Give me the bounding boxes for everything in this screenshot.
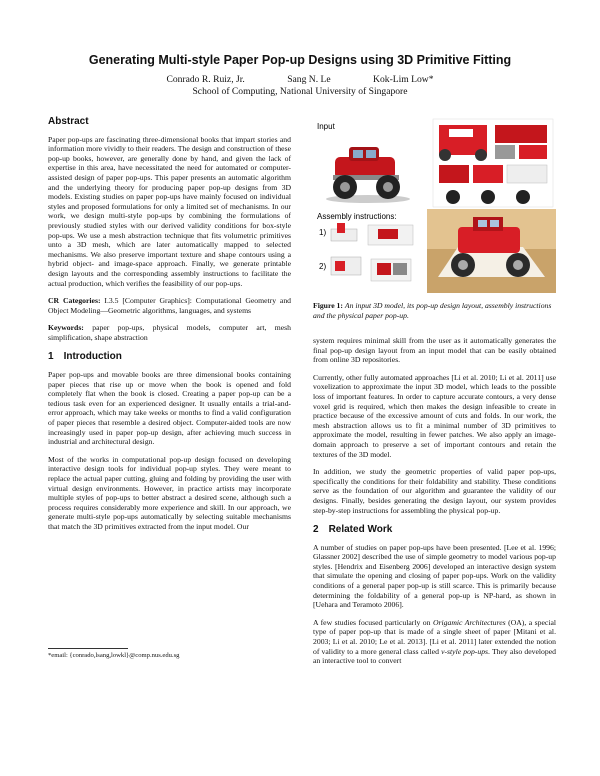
related-paragraph-1: A number of studies on paper pop-ups have been presented. [Lee et al. 1996; Glassner 2002] described the use of simple geometry to model various pop-up styles. [Hendrix and Eisenberg 2006] developed an interactive design system that simulate the opening and closing of paper pop-ups. Work on the validity conditions of a general paper pop-up is still scarce. This is primarily because determining the foldability of a general pop-up is NP-hard, as shown in [Uehara and Teramoto 2006]. [313,542,556,610]
keywords-label: Keywords: [48,323,84,333]
figure-1 [313,117,556,293]
left-column [48,117,291,540]
cr-categories [48,296,291,315]
related-paragraph-2 [313,618,556,666]
intro-paragraph-2: Most of the works in computational pop-up design focused on developing interactive design tools for individual pop-up styles. They were meant to replace the actual paper cutting, gluing and folding by providing the user with virtual design environments. However, in practice artists may incorporate multiple styles of pop-ups to better abstract a desired scene, although such a process requires considerably more experience and skill. In our approach, we generate multi-style pop-ups automatically by selecting suitable mechanisms that match the 3D primitives extracted from the input model. Our [48,454,291,531]
cr-text: I.3.5 [Computer Graphics]: Computational Geometry and Object Modeling—Geometric algorithms, languages, and systems [48,296,292,315]
related-work-heading [313,525,556,535]
figure-1-caption [313,301,556,320]
related-p2-italic-vstyle: v-style pop-ups [441,646,489,656]
figure-caption-text: An input 3D model, its pop-up design layout, assembly instructions and the physical paper pop-up. [313,301,552,320]
right-paragraph-1: system requires minimal skill from the user as it automatically generates the final pop-up design layout from an input model that can be easily obtained from online 3D repositories. [313,336,556,365]
related-p2-part-a: A few studies focused particularly on [313,617,433,627]
input-truck-model [326,147,410,203]
related-title: Related Work [328,524,393,536]
related-p2-part-b: (OA), a special type of paper pop-up that is made of a single sheet of paper [Mitani et al. 2003; Li et al. 2010; Le et al. 2013]. [Li et al. 2011] later extended the notion of validity to a more general class called [313,617,557,656]
figure-caption-label: Figure 1: [313,301,343,310]
assembly-step-2-label: 2) [319,262,327,271]
related-p2-italic-oa: Origamic Architectures [432,617,506,627]
author-2: Sang N. Le [287,74,331,85]
figure-label-assembly: Assembly instructions: [317,212,397,221]
abstract-text: Paper pop-ups are fascinating three-dimensional books that impart stories and information more vividly to their readers. The design and construction of these pop-up books, however, are generally done by hand, and given the lack of expertise in this area, have necessitated the need for automated or computer-assisted design of paper pop-ups. This paper presents an automatic algorithm and the underlying theory for producing paper pop-up designs from 3D models. Existing studies on paper pop-ups have mainly focused on individual styles and proposed formulations for only a limited set of mechanisms. In our work, we design multi-style pop-ups by combining the formulations of previously studied styles with our derived validity conditions for box-style pop-ups. We use a mesh abstraction technique that fits volumetric primitives unto a 3D mesh, which are later automatically mapped to selected mechanisms. We also preserve important texture and shape contours using a hybrid object- and image-space approach. Finally, we generate printable design layouts and the corresponding assembly instructions to facilitate the actual production, which verifies the feasibility of our pop-ups. [48,134,291,288]
intro-heading [48,352,291,362]
author-3: Kok-Lim Low* [373,74,434,85]
cr-label: CR Categories: [48,296,101,306]
figure-1-illustration [313,117,556,293]
right-paragraph-2: Currently, other fully automated approaches [Li et al. 2010; Li et al. 2011] use voxelization to approximate the input 3D model, which leads to the possible loss of important features. In order to capture accurate contours, a very dense voxel grid is required, which then makes the design infeasible to create in practice because of the excessive amount of cuts and folds. In our work, the mesh abstraction allows us to fit a minimal number of 3D primitives to approximate the model, resulting in fewer patches. We also apply an image-domain approach to preserve a set of important contours and retain the textures of the 3D model. [313,372,556,459]
figure-label-input: Input [317,122,335,131]
right-column [313,336,556,674]
assembly-step-1-label: 1) [319,228,327,237]
physical-pop-up-photo [427,209,556,293]
footnote: *email: {conrado,lsang,lowkl}@comp.nus.edu.sg [48,652,180,659]
intro-paragraph-1: Paper pop-ups and movable books are three dimensional books containing paper pieces that rise up or move when the book is opened and fold completely flat when the book is closed. Creating a paper pop-up can be a tedious task even for an experienced designer. It usually entails a trial-and-error approach, which may take weeks or months to find a valid configuration of paper pieces that resemble a desired object. Computer-aided tools are now increasingly used in paper pop-up design, after achieving much success in industrial and architectural design. [48,370,291,447]
author-1: Conrado R. Ruiz, Jr. [166,74,245,85]
affiliation: School of Computing, National University of Singapore [192,86,408,97]
right-paragraph-3: In addition, we study the geometric properties of valid paper pop-ups, specifically the conditions for their foldability and stability. These conditions serve as the foundation of our algorithm and guarantee the validity of our designs. Finally, besides generating the design layout, our system provides step-by-step instructions for assembling the physical pop-up. [313,467,556,515]
author-list [0,74,600,85]
related-number: 2 [313,524,319,536]
related-p2-part-c: . They also developed an interactive tool to convert [313,646,556,666]
keywords [48,323,291,342]
intro-title: Introduction [63,351,122,363]
assembly-instructions [319,223,413,281]
intro-number: 1 [48,351,54,363]
pop-up-design-layout [433,119,553,207]
footnote-rule [48,648,128,649]
paper-title: Generating Multi-style Paper Pop-up Designs using 3D Primitive Fitting [88,53,512,67]
abstract-heading: Abstract [48,116,89,127]
keywords-text: paper pop-ups, physical models, computer art, mesh simplification, shape abstraction [48,323,291,342]
